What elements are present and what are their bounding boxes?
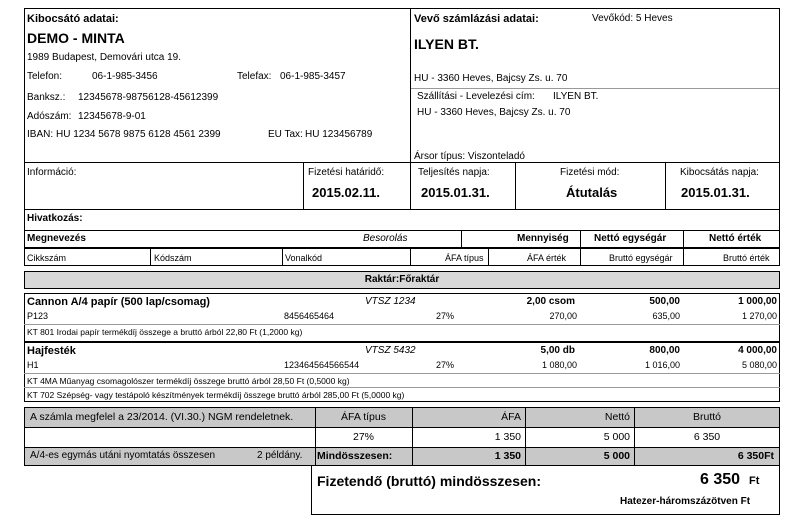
item-note: KT 702 Szépség- vagy testápoló készítmények termékdíj összege bruttó árból 285,00 Ft (5,0000 kg) xyxy=(27,390,405,400)
total-vat: 1 350 xyxy=(494,450,521,462)
hdr1-div-c xyxy=(683,230,684,248)
item-vat-value: 270,00 xyxy=(549,311,577,321)
item-net-value: 1 000,00 xyxy=(738,296,777,307)
item-gross-unit: 1 016,00 xyxy=(644,360,680,370)
header-besorolas: Besorolás xyxy=(363,233,408,244)
buyer-shipping-label: Szállítási - Levelezési cím: xyxy=(417,91,535,102)
item-note: KT 801 Irodai papír termékdíj összege a bruttó árból 22,80 Ft (1,2000 kg) xyxy=(27,327,303,337)
header-vat-value: ÁFA érték xyxy=(527,253,567,263)
summary-net: 5 000 xyxy=(603,431,630,443)
seller-phone-label: Telefon: xyxy=(27,71,63,82)
seller-phone: 06-1-985-3456 xyxy=(92,71,158,82)
hdr2-div-f xyxy=(683,248,684,266)
issue-label: Kibocsátás napja: xyxy=(680,167,759,178)
print-note: A/4-es egymás utáni nyomtatás összesen xyxy=(30,450,216,461)
header-name: Megnevezés xyxy=(27,233,86,244)
info-divider-1 xyxy=(303,162,304,210)
hdr1-div-b xyxy=(580,230,581,248)
hdr2-div-c xyxy=(410,248,411,266)
header-barcode: Vonalkód xyxy=(285,253,323,263)
item-besorolas: VTSZ 1234 xyxy=(365,296,416,307)
summary-line-1 xyxy=(24,427,780,428)
item-code: H1 xyxy=(27,360,39,370)
item-net-unit: 500,00 xyxy=(649,296,680,307)
note-divider xyxy=(24,387,780,388)
due-date: 2015.02.11. xyxy=(312,185,380,200)
due-label: Fizetési határidő: xyxy=(308,167,385,178)
buyer-address: HU - 3360 Heves, Bajcsy Zs. u. 70 xyxy=(414,73,568,84)
summary-vat-type-header: ÁFA típus xyxy=(341,411,386,423)
buyer-shipping-address: HU - 3360 Heves, Bajcsy Zs. u. 70 xyxy=(417,107,571,118)
buyer-shipping-name: ILYEN BT. xyxy=(553,91,599,102)
hdr2-div-e xyxy=(580,248,581,266)
reference-row xyxy=(24,209,780,231)
item-barcode: 8456465464 xyxy=(284,311,335,321)
payable-currency: Ft xyxy=(749,475,760,487)
item-code: P123 xyxy=(27,311,49,321)
hdr2-div-d xyxy=(488,248,489,266)
item-qty: 5,00 db xyxy=(540,345,575,356)
print-copies: 2 példány. xyxy=(257,450,303,461)
perf-date: 2015.01.31. xyxy=(421,185,490,200)
info-label: Információ: xyxy=(27,167,77,178)
total-label: Mindösszesen: xyxy=(317,450,393,462)
header-vat-type: ÁFA típus xyxy=(445,253,484,263)
seller-iban: HU 1234 5678 9875 6128 4561 2399 xyxy=(56,129,221,140)
summary-gross: 6 350 xyxy=(693,431,721,443)
summary-net-header: Nettó xyxy=(604,411,630,423)
item-net-value: 4 000,00 xyxy=(738,345,777,356)
hdr2-div-b xyxy=(282,248,283,266)
paymode: Átutalás xyxy=(566,185,618,200)
buyer-price-type: Ársor típus: Viszonteladó xyxy=(414,151,525,162)
note-divider xyxy=(24,324,780,325)
seller-eutax: HU 123456789 xyxy=(305,129,373,140)
issue-date: 2015.01.31. xyxy=(681,185,750,200)
item-gross-unit: 635,00 xyxy=(652,311,680,321)
buyer-name: ILYEN BT. xyxy=(414,36,479,52)
buyer-heading: Vevő számlázási adatai: xyxy=(414,13,539,25)
seller-eutax-label: EU Tax: xyxy=(268,129,303,140)
payable-label: Fizetendő (bruttó) mindösszesen: xyxy=(317,473,541,489)
info-divider-4 xyxy=(665,162,666,210)
note-divider xyxy=(24,373,780,374)
item-gross-value: 5 080,00 xyxy=(741,360,777,370)
header-code: Cikkszám xyxy=(27,253,67,263)
hdr2-div-a xyxy=(150,248,151,266)
seller-heading: Kibocsátó adatai: xyxy=(27,13,119,25)
summary-vat: 1 350 xyxy=(494,431,521,443)
paymode-label: Fizetési mód: xyxy=(560,167,620,178)
hdr1-div-a xyxy=(461,230,462,248)
header-kod: Kódszám xyxy=(154,253,192,263)
header-gross-unit: Bruttó egységár xyxy=(609,253,673,263)
item-net-unit: 800,00 xyxy=(649,345,680,356)
seller-iban-label: IBAN: xyxy=(27,129,54,140)
item-qty: 2,00 csom xyxy=(526,296,575,307)
seller-name: DEMO - MINTA xyxy=(27,30,125,46)
summary-rate: 27% xyxy=(352,431,374,443)
item-vat-type: 27% xyxy=(436,360,455,370)
item-vat-value: 1 080,00 xyxy=(541,360,577,370)
seller-tax: 12345678-9-01 xyxy=(78,111,146,122)
buyer-code: Vevőkód: 5 Heves xyxy=(592,13,673,24)
item-barcode: 123464564566544 xyxy=(284,360,360,370)
legal-note: A számla megfelel a 23/2014. (VI.30.) NGM rendeletnek. xyxy=(30,411,294,423)
item-note: KT 4MA Műanyag csomagolószer termékdíj összege bruttó árból 28,50 Ft (0,5000 kg) xyxy=(27,376,350,386)
info-divider-2 xyxy=(410,162,411,210)
header-qty: Mennyiség xyxy=(517,233,569,244)
summary-rate-bg xyxy=(25,427,315,447)
item-besorolas: VTSZ 5432 xyxy=(365,345,416,356)
seller-tax-label: Adószám: xyxy=(27,111,72,122)
total-net: 5 000 xyxy=(603,450,630,462)
header-net-value: Nettó érték xyxy=(709,233,762,244)
header-gross-value: Bruttó érték xyxy=(723,253,770,263)
buyer-box xyxy=(410,8,780,163)
seller-fax: 06-1-985-3457 xyxy=(280,71,346,82)
info-row xyxy=(24,162,780,210)
buyer-divider xyxy=(411,88,779,89)
seller-fax-label: Telefax: xyxy=(237,71,272,82)
payable-in-words: Hatezer-háromszázötven Ft xyxy=(620,496,751,507)
seller-bank-label: Banksz.: xyxy=(27,92,66,103)
item-name: Hajfesték xyxy=(27,345,76,357)
warehouse-label: Raktár:Főraktár xyxy=(364,274,440,285)
info-divider-3 xyxy=(515,162,516,210)
total-gross: 6 350Ft xyxy=(737,450,774,462)
item-name: Cannon A/4 papír (500 lap/csomag) xyxy=(27,296,210,308)
summary-line-2 xyxy=(24,447,780,448)
seller-address: 1989 Budapest, Demovári utca 19. xyxy=(27,52,181,63)
seller-bank: 12345678-98756128-45612399 xyxy=(78,92,219,103)
item-gross-value: 1 270,00 xyxy=(741,311,777,321)
payable-amount: 6 350 xyxy=(700,471,741,488)
item-vat-type: 27% xyxy=(436,311,455,321)
header-net-unit: Nettó egységár xyxy=(594,233,667,244)
summary-vat-header: ÁFA xyxy=(501,411,521,423)
reference-label: Hivatkozás: xyxy=(27,213,83,224)
summary-gross-header: Bruttó xyxy=(692,411,721,423)
perf-label: Teljesítés napja: xyxy=(418,167,490,178)
